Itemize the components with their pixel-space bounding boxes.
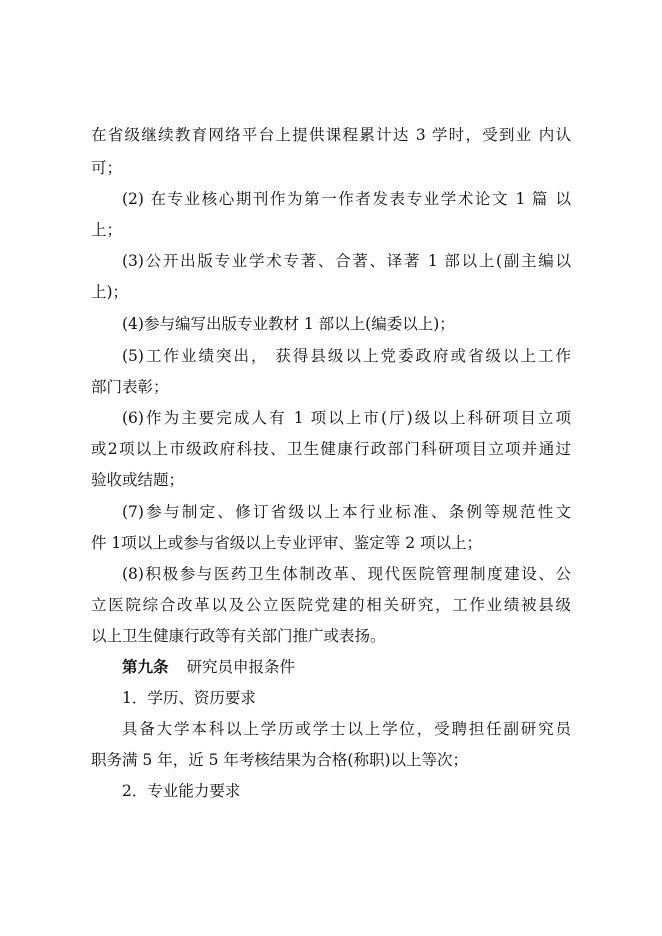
section-heading: 1．学历、资历要求: [122, 689, 256, 707]
article-title: 研究员申报条件: [186, 658, 296, 676]
article-heading: [122, 657, 662, 677]
text-line: (7)参与制定、修订省级以上本行业标准、条例等规范性文: [122, 503, 571, 521]
text-line: (2) 在专业核心期刊作为第一作者发表专业学术论文 1 篇 以: [122, 190, 571, 208]
text-line: 可；: [91, 159, 123, 177]
article-number: 第九条: [122, 657, 169, 676]
text-line: 具备大学本科以上学历或学士以上学位，受聘担任副研究员: [122, 720, 571, 738]
text-line: 职务满 5 年，近 5 年考核结果为合格(称职)以上等次；: [91, 751, 469, 769]
text-line: (8)积极参与医药卫生体制改革、现代医院管理制度建设、公: [122, 565, 571, 583]
text-line: 上；: [91, 221, 123, 239]
text-line: 部门表彰；: [91, 378, 169, 396]
text-line: 或2项以上市级政府科技、卫生健康行政部门科研项目立项并通过: [91, 440, 571, 458]
text-line: (3)公开出版专业学术专著、合著、译著 1 部以上(副主编以: [122, 252, 571, 270]
text-line: 件 1项以上或参与省级以上专业评审、鉴定等 2 项以上；: [91, 534, 483, 552]
text-line: 在省级继续教育网络平台上提供课程累计达 3 学时，受到业 内认: [91, 126, 571, 144]
text-line: (6)作为主要完成人有 1 项以上市(厅)级以上科研项目立项: [122, 409, 571, 427]
section-heading: 2．专业能力要求: [122, 782, 241, 800]
text-line: 上)；: [91, 283, 129, 301]
text-line: (4)参与编写出版专业教材 1 部以上(编委以上)；: [122, 315, 455, 333]
text-line: 以上卫生健康行政等有关部门推广或表扬。: [91, 627, 386, 645]
text-line: 验收或结题；: [91, 471, 185, 489]
text-line: 立医院综合改革以及公立医院党建的相关研究，工作业绩被县级: [91, 596, 571, 614]
text-line: (5)工作业绩突出， 获得县级以上党委政府或省级以上工作: [122, 347, 571, 365]
